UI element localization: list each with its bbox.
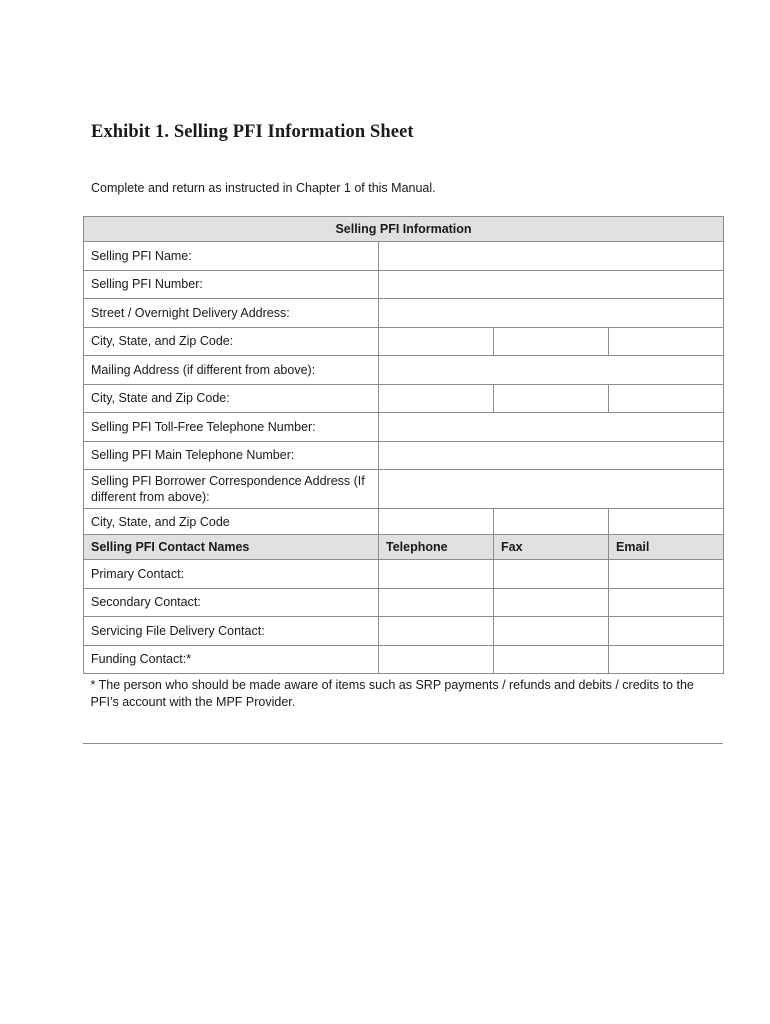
secondary-fax-field[interactable]	[494, 588, 609, 617]
contact-names-header: Selling PFI Contact Names	[84, 535, 379, 560]
secondary-telephone-field[interactable]	[379, 588, 494, 617]
borrower-zip-field[interactable]	[609, 509, 724, 535]
mailing-zip-field[interactable]	[609, 384, 724, 413]
main-phone-field[interactable]	[379, 441, 724, 470]
contacts-header-row	[84, 535, 724, 560]
mailing-address-field[interactable]	[379, 356, 724, 385]
primary-email-field[interactable]	[609, 560, 724, 589]
funding-telephone-field[interactable]	[379, 645, 494, 674]
city-state-zip-label: City, State, and Zip Code:	[84, 327, 379, 356]
servicing-telephone-field[interactable]	[379, 617, 494, 646]
tollfree-phone-field[interactable]	[379, 413, 724, 442]
email-header: Email	[609, 535, 724, 560]
servicing-contact-label: Servicing File Delivery Contact:	[84, 617, 379, 646]
table-row	[84, 645, 724, 674]
table-row	[84, 470, 724, 509]
table-row	[84, 441, 724, 470]
primary-telephone-field[interactable]	[379, 560, 494, 589]
mailing-city-field[interactable]	[379, 384, 494, 413]
city-field[interactable]	[379, 327, 494, 356]
borrower-state-field[interactable]	[494, 509, 609, 535]
table-row	[84, 270, 724, 299]
table-row	[84, 588, 724, 617]
pfi-name-label: Selling PFI Name:	[84, 242, 379, 271]
table-row	[84, 509, 724, 535]
intro-text: Complete and return as instructed in Chapter 1 of this Manual.	[91, 181, 436, 195]
table-row	[84, 299, 724, 328]
info-header-row	[84, 217, 724, 242]
street-address-label: Street / Overnight Delivery Address:	[84, 299, 379, 328]
borrower-city-field[interactable]	[379, 509, 494, 535]
table-row	[84, 242, 724, 271]
mailing-state-field[interactable]	[494, 384, 609, 413]
pfi-name-field[interactable]	[379, 242, 724, 271]
secondary-contact-label: Secondary Contact:	[84, 588, 379, 617]
mailing-city-state-zip-label: City, State and Zip Code:	[84, 384, 379, 413]
table-row	[84, 356, 724, 385]
funding-email-field[interactable]	[609, 645, 724, 674]
street-address-field[interactable]	[379, 299, 724, 328]
bottom-divider	[83, 743, 723, 744]
info-header: Selling PFI Information	[84, 217, 724, 242]
footnote-row	[84, 674, 724, 714]
main-phone-label: Selling PFI Main Telephone Number:	[84, 441, 379, 470]
footnote: * The person who should be made aware of items such as SRP payments / refunds and debits / credits to the PFI’s account with the MPF Provider.	[90, 678, 694, 709]
table-row	[84, 327, 724, 356]
zip-field[interactable]	[609, 327, 724, 356]
table-row	[84, 413, 724, 442]
pfi-information-table	[83, 216, 724, 713]
pfi-number-label: Selling PFI Number:	[84, 270, 379, 299]
borrower-address-field[interactable]	[379, 470, 724, 509]
mailing-address-label: Mailing Address (if different from above):	[84, 356, 379, 385]
pfi-number-field[interactable]	[379, 270, 724, 299]
telephone-header: Telephone	[379, 535, 494, 560]
tollfree-phone-label: Selling PFI Toll-Free Telephone Number:	[84, 413, 379, 442]
borrower-address-label: Selling PFI Borrower Correspondence Address (If different from above):	[84, 470, 379, 509]
secondary-email-field[interactable]	[609, 588, 724, 617]
table-row	[84, 560, 724, 589]
fax-header: Fax	[494, 535, 609, 560]
funding-fax-field[interactable]	[494, 645, 609, 674]
servicing-fax-field[interactable]	[494, 617, 609, 646]
primary-fax-field[interactable]	[494, 560, 609, 589]
servicing-email-field[interactable]	[609, 617, 724, 646]
table-row	[84, 617, 724, 646]
primary-contact-label: Primary Contact:	[84, 560, 379, 589]
table-row	[84, 384, 724, 413]
borrower-city-state-zip-label: City, State, and Zip Code	[84, 509, 379, 535]
page-title: Exhibit 1. Selling PFI Information Sheet	[91, 122, 414, 142]
state-field[interactable]	[494, 327, 609, 356]
funding-contact-label: Funding Contact:*	[84, 645, 379, 674]
